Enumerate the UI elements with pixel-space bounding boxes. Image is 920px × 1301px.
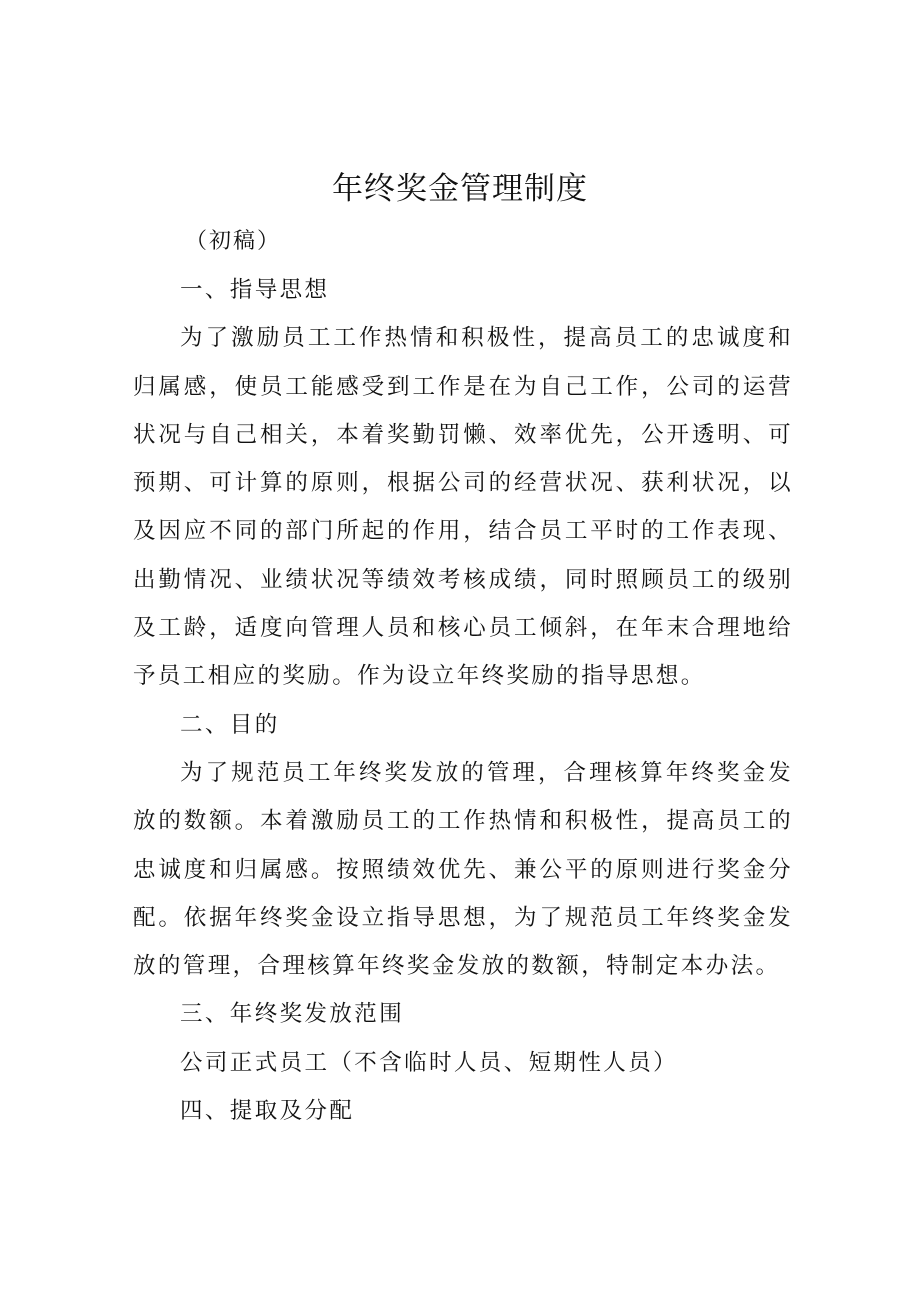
section-heading-scope: 三、年终奖发放范围 bbox=[180, 1001, 405, 1028]
paragraph-purpose: 为了规范员工年终奖发放的管理，合理核算年终奖金发放的数额。本着激励员工的工作热情和积极性，提高员工的忠诚度和归属感。按照绩效优先、兼公平的原则进行奖金分配。依据年终奖金设立指导思想，为了规范员工年终奖金发放的管理，合理核算年终奖金发放的数额，特制定本办法。 bbox=[133, 759, 793, 980]
paragraph-guiding-principle: 为了激励员工工作热情和积极性，提高员工的忠诚度和归属感，使员工能感受到工作是在为自己工作，公司的运营状况与自己相关，本着奖勤罚懒、效率优先，公开透明、可预期、可计算的原则，根据公司的经营状况、获利状况，以及因应不同的部门所起的作用，结合员工平时的工作表现、出勤情况、业绩状况等绩效考核成绩，同时照顾员工的级别及工龄，适度向管理人员和核心员工倾斜，在年末合理地给予员工相应的奖励。作为设立年终奖励的指导思想。 bbox=[133, 325, 793, 690]
section-heading-guiding-principle: 一、指导思想 bbox=[180, 277, 330, 303]
section-heading-allocation: 四、提取及分配 bbox=[180, 1098, 355, 1125]
draft-label: （初稿） bbox=[185, 229, 282, 254]
document-title: 年终奖金管理制度 bbox=[332, 171, 588, 207]
paragraph-scope: 公司正式员工（不含临时人员、短期性人员） bbox=[180, 1049, 679, 1076]
section-heading-purpose: 二、目的 bbox=[180, 711, 280, 738]
document-body bbox=[133, 266, 793, 1135]
